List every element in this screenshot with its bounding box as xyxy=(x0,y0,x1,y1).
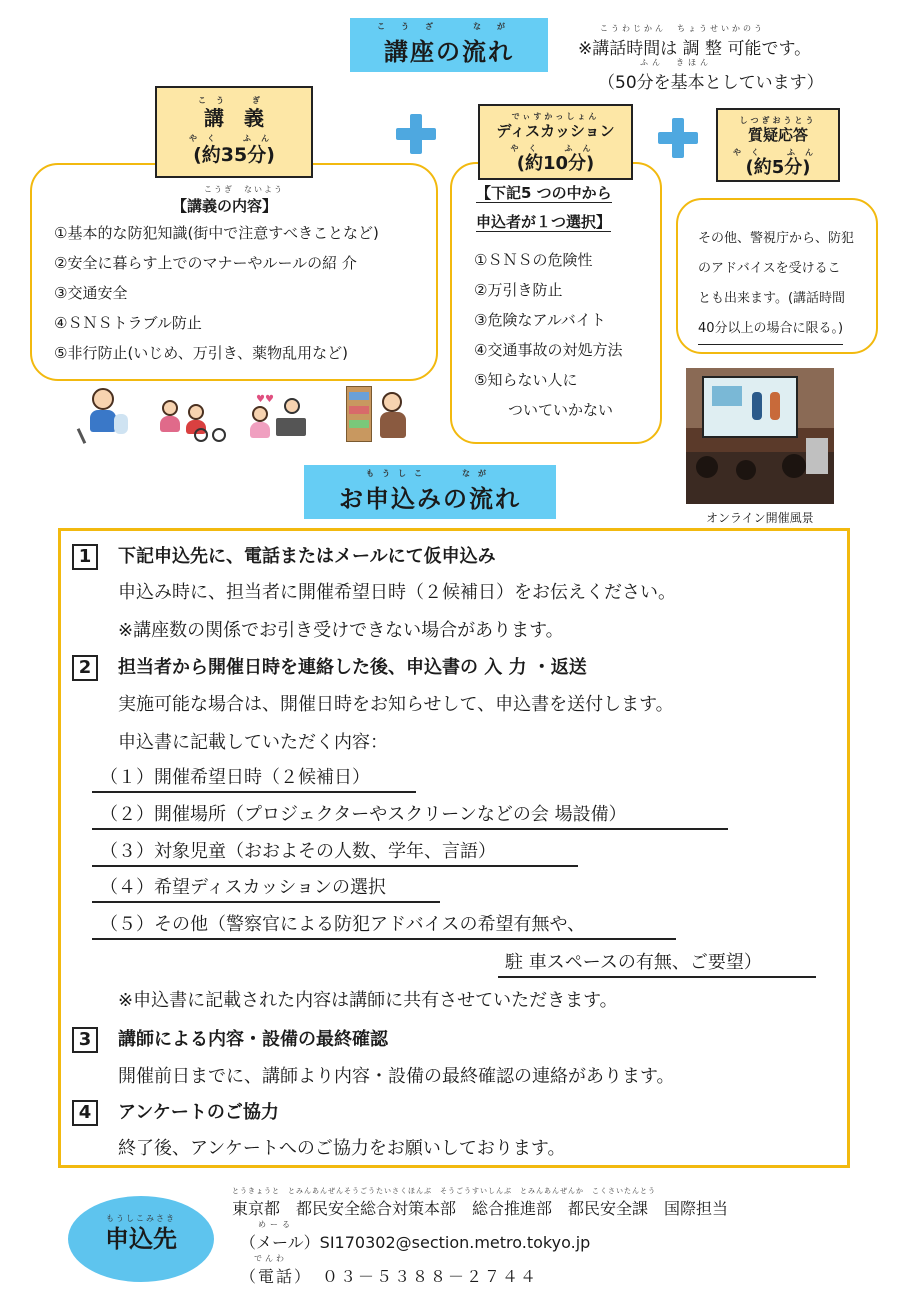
form-item-underline xyxy=(92,938,676,940)
step-heading: 講師による内容・設備の最終確認 xyxy=(118,1029,388,1050)
form-item: 駐 車スペースの有無、ご要望） xyxy=(505,952,762,973)
step-heading: 下記申込先に、電話またはメールにて仮申込み xyxy=(118,546,496,567)
step-heading: アンケートのご協力 xyxy=(118,1102,279,1123)
lecture-contents-title: こうぎ ないよう 【講義の内容】 xyxy=(172,185,284,215)
base-note: ふん きほん （50分を基本としています） xyxy=(598,58,824,93)
step-line: 申込書に記載していただく内容： xyxy=(118,732,388,753)
time-note: こうわじかん ちょうせいかのう ※講話時間は 調 整 可能です。 xyxy=(578,24,812,59)
discussion-panel xyxy=(450,162,662,444)
form-item-underline xyxy=(498,976,816,978)
step-number: 2 xyxy=(72,655,98,681)
course-flow-title: こうざ なが 講座の流れ xyxy=(350,18,548,72)
form-item-underline xyxy=(92,865,578,867)
step-number: 3 xyxy=(72,1027,98,1053)
plus-icon xyxy=(396,114,436,154)
step-line: 実施可能な場合は、開催日時をお知らせして、申込書を送付します。 xyxy=(118,694,674,715)
form-item: （３）対象児童（おおよその人数、学年、言語） xyxy=(100,841,496,862)
form-item-underline xyxy=(92,791,416,793)
form-item: （５）その他（警察官による防犯アドバイスの希望有無や、 xyxy=(100,914,586,935)
form-item: （１）開催希望日時（２候補日） xyxy=(100,767,370,788)
lecture-items xyxy=(54,225,379,369)
online-chat-illustration: ♥♥ xyxy=(246,394,314,444)
lecture-box: こう ぎ 講 義 やく ふん (約35分) xyxy=(155,86,313,178)
step-number: 4 xyxy=(72,1100,98,1126)
step-heading: 担当者から開催日時を連絡した後、申込書の 入 力 ・返送 xyxy=(118,657,587,678)
step-line: 開催前日までに、講師より内容・設備の最終確認の連絡があります。 xyxy=(118,1066,675,1087)
form-item-underline xyxy=(92,828,728,830)
contact-org: とうきょうと とみんあんぜんそうごうたいさくほんぶ そうごうすいしんぶ とみんあんぜんか こくさいたんとう 東京都 都民安全総合対策本部 総合推進部 都民安全課 国際担当 xyxy=(232,1187,729,1218)
shoplifting-illustration xyxy=(346,386,412,444)
lecture-panel xyxy=(30,163,438,381)
step-note: ※申込書に記載された内容は講師に共有させていただきます。 xyxy=(118,990,618,1011)
list-item: ②安全に暮らす上でのマナーやルールの紹 介 xyxy=(54,254,357,272)
step-line: 終了後、アンケートへのご協力をお願いしております。 xyxy=(118,1138,566,1159)
contact-email: めーる （メール）SI170302@section.metro.tokyo.jp xyxy=(240,1220,591,1252)
step-line: 申込み時に、担当者に開催希望日時（２候補日）をお伝えください。 xyxy=(118,582,676,603)
discussion-box: でぃすかっしょん ディスカッション やく ふん (約10分) xyxy=(478,104,633,180)
list-item: ③交通安全 xyxy=(54,284,128,302)
list-item: ついていかない xyxy=(508,401,614,419)
application-flow-title: もうしこ なが お申込みの流れ xyxy=(304,465,556,519)
step-line: ※講座数の関係でお引き受けできない場合があります。 xyxy=(118,620,564,641)
screen-image xyxy=(702,376,798,438)
list-item: ④交通事故の対処方法 xyxy=(474,341,623,359)
step-number: 1 xyxy=(72,544,98,570)
form-item: （２）開催場所（プロジェクターやスクリーンなどの会 場設備） xyxy=(100,804,627,825)
online-session-photo xyxy=(686,368,834,504)
list-item: ⑤非行防止(いじめ、万引き、薬物乱用など) xyxy=(54,344,348,362)
list-item: ①基本的な防犯知識(街中で注意すべきことなど) xyxy=(54,224,379,242)
list-item: ③危険なアルバイト xyxy=(474,311,606,329)
discussion-select-title: 【下記5 つの中から 申込者が１つ選択】 xyxy=(476,184,612,231)
cleanup-kid-illustration xyxy=(80,388,130,440)
list-item: ①ＳＮＳの危険性 xyxy=(474,251,593,269)
list-item: ②万引き防止 xyxy=(474,281,563,299)
plus-icon xyxy=(658,118,698,158)
contact-badge: もうしこみさき 申込先 xyxy=(68,1196,214,1282)
bicycle-kids-illustration xyxy=(158,400,228,444)
contact-phone: でんわ （電話） ０３－５３８８－２７４４ xyxy=(240,1254,539,1286)
form-item: （４）希望ディスカッションの選択 xyxy=(100,877,387,898)
course-flow-ruby: こうざ なが xyxy=(377,22,521,31)
list-item: ④ＳＮＳトラブル防止 xyxy=(54,314,202,332)
qa-box: しつぎおうとう 質疑応答 やく ふん (約5分) xyxy=(716,108,840,182)
photo-caption: オンライン開催風景 xyxy=(706,511,814,525)
list-item: ⑤知らない人に xyxy=(474,371,578,389)
form-item-underline xyxy=(92,901,440,903)
discussion-items xyxy=(474,252,622,426)
qa-note-panel: その他、警視庁から、防犯 のアドバイスを受けるこ とも出来ます。(講話時間 40分以上の場合に限る。) xyxy=(676,198,878,354)
